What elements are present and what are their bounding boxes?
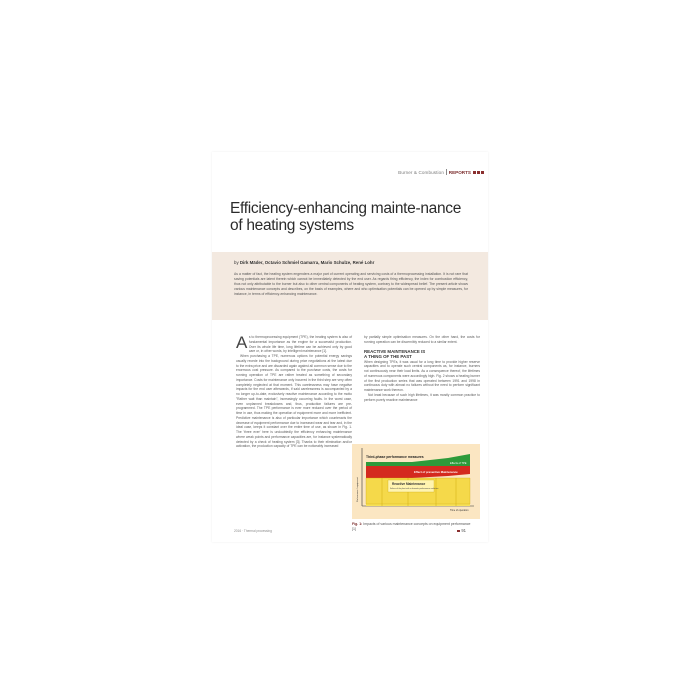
page-number-value: 91 xyxy=(461,528,466,533)
section-tag: REPORTS xyxy=(448,170,471,175)
article-title: Efficiency-enhancing mainte-nance of heating systems xyxy=(230,200,462,234)
footer-publication: 2016 · Thermal processing xyxy=(234,529,272,533)
document-page xyxy=(212,152,488,542)
square-icon xyxy=(481,171,484,174)
drop-cap: A xyxy=(236,333,248,352)
paragraph: s to thermoprocessing equipment (TPE), the heating system is also of fundamental importance as the engine for a successful production. Over its whole life time, long lifetime can be achieved only by good care or, in other words, by intelligent maintenance [1]. xyxy=(248,335,352,354)
paragraph: When designing TPEs, it was usual for a long time to provide higher reserve capacities and to operate such central components as, for instance, burners not continuously near their load limits. As a consequence thereof, the lifetimes of numerous components were accordingly high. Fig. 2 shows a heating burner of the first production series that was operated between 1991 and 1998 in continuous duty with almost no failures without the need to perform significant maintenance work thereon. xyxy=(364,359,480,392)
section-label: Burner & Combustion xyxy=(398,170,444,175)
page-number xyxy=(457,528,466,533)
abstract-text: As a matter of fact, the heating system engenders a major part of current operating and servicing costs of a thermoprocessing installation. It is not rare that saving potentials are latent therein which cannot be immediately detected by the end user. As regards firing efficiency, the index for combustion efficiency, thus not only attributable to the burner but also to other central components of heating system, contrary to the widespread belief. The present article shows various maintenance concepts and describes, on the basis of examples, where and who optimisation potentials can be opened up by simple measures, for instance, in terms of efficiency-enhancing maintenance. xyxy=(234,272,468,296)
figure-caption xyxy=(352,522,474,531)
square-icon xyxy=(477,171,480,174)
figure-label-box-sub: Failure of the plant with a dramatic performance reduction xyxy=(390,488,439,490)
body-column-left xyxy=(236,335,352,449)
body-column-right xyxy=(364,335,480,402)
figure-y-axis-label: Performance / equipment xyxy=(357,477,359,502)
caption-label: Fig. 1: xyxy=(352,522,363,526)
section-heading xyxy=(364,349,480,359)
square-icon xyxy=(457,530,460,533)
paragraph: by partially simple optimisation measures. On the other hand, the costs for running operation can be discernibly reduced to a similar extent. xyxy=(364,335,480,344)
figure-graphic xyxy=(352,444,480,519)
section-heading-line: REACTIVE MAINTENANCE IS xyxy=(364,348,426,354)
figure-label-box: Reactive Maintenance xyxy=(392,482,426,486)
figure-x-axis-label: Time of operation xyxy=(450,509,469,512)
paragraph: When purchasing a TPE, numerous options for potential energy savings usually recede into the background during price negotiations at the latest due to the extra price and are discarded again against all common sense due to the enormous cost pressure. As compared to the purchase costs, the costs for running operation of TPE are rather treated as something of secondary importance. Costs for maintenance only incurred in the third step are very often completely neglected at that moment. This carelessness may have negative impacts for the end user afterwards, if said carelessness is accompanied by a no longer up-to-date, exclusively reactive maintenance according to the motto "Rather wait than maintain", increasingly occurring faults. In the worst case, even unplanned breakdowns and, thus, production failures are pre-programmed. The TPE performance is ever more reduced over the period of time in use, thus making the operation of equipment more and more inefficient. Predictive maintenance is also of particular importance which counteracts the decrease of equipment performance due to increased wear and tear and, in the ideal case, keeps it constant over the entire time of use, as shown in Fig. 1. The 'three ever' here is undoubtedly the efficiency enhancing maintenance where weak points and performance capacities are, for instance systematically detected by a check of heating system [3]. Thanks to their elimination and/or activation, the production capacity of TPE can be noticeably increased xyxy=(236,354,352,449)
figure-label-red: Effect of preventive Maintenance xyxy=(414,470,458,474)
paragraph: Not least because of such high lifetimes, it was mostly common practice to perform purely reactive maintenance xyxy=(364,392,480,402)
figure-label-top: Third-phase performance measures xyxy=(366,455,424,459)
byline-prefix: by xyxy=(234,260,239,265)
running-header xyxy=(212,168,488,178)
byline xyxy=(234,260,464,265)
author-names: Dirk Mäder, Octavio Schmiel Gamarra, Mario Schulze, René Lohr xyxy=(239,260,375,265)
square-icon xyxy=(473,171,476,174)
section-heading-line: A THING OF THE PAST xyxy=(364,353,412,359)
header-separator xyxy=(446,169,447,175)
figure-label-green: Effects of TPE xyxy=(450,462,467,465)
caption-text: Impacts of various maintenance concepts on equipment performance [1] xyxy=(352,522,471,531)
figure-1 xyxy=(352,444,480,519)
